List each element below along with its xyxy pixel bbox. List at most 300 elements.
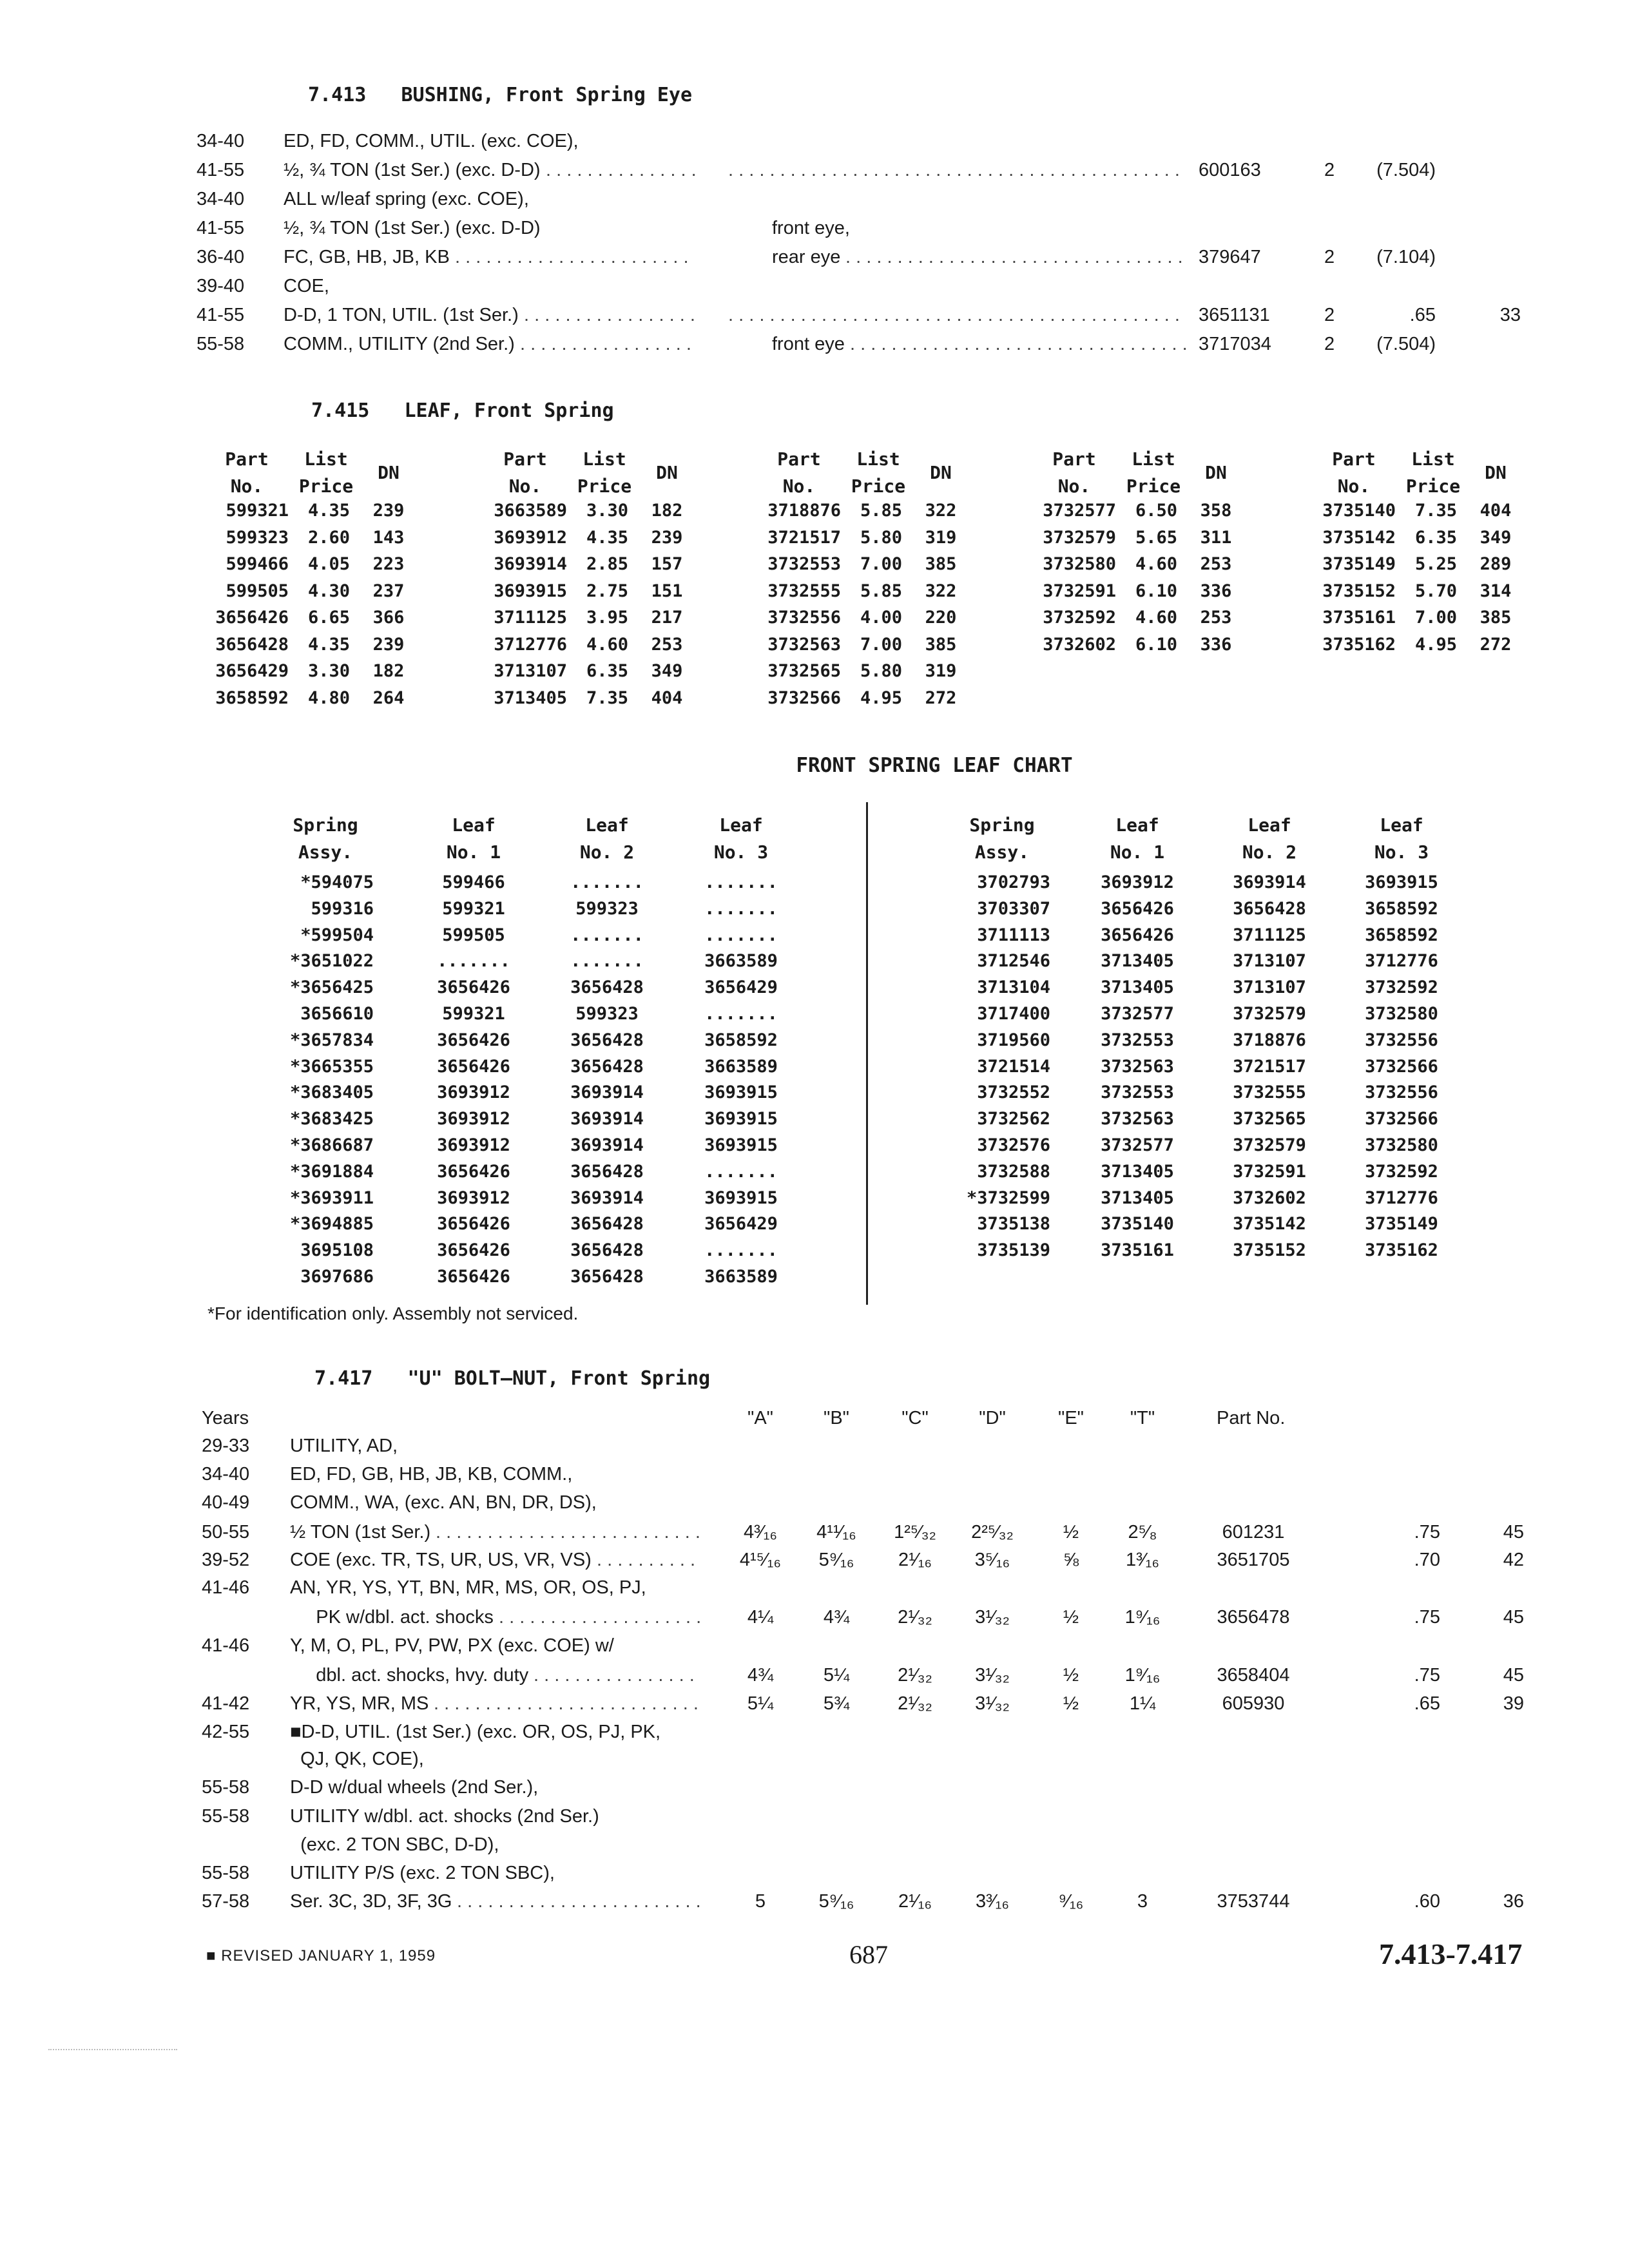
leaf-list-price: 7.35: [1414, 501, 1457, 521]
ubolt-dim-t: 1⁹⁄₁₆: [1124, 1607, 1161, 1628]
bushing-leader: [728, 305, 1186, 326]
chart-cell: 3735162: [1365, 1240, 1438, 1261]
ubolt-part: 605930: [1222, 1693, 1285, 1714]
ubolt-price: .75: [1414, 1607, 1440, 1628]
ubolt-dim-d: 3⁵⁄₁₆: [974, 1550, 1010, 1570]
ubolt-desc: UTILITY w/dbl. act. shocks (2nd Ser.): [290, 1806, 599, 1827]
leaf-part-no: 3693914: [494, 554, 567, 574]
ubolt-desc: QJ, QK, COE),: [290, 1749, 424, 1769]
chart-header: Spring Assy.: [969, 814, 1035, 863]
chart-cell: 3719560: [977, 1030, 1050, 1050]
bushing-leader: [728, 160, 1186, 181]
chart-cell: *599504: [300, 925, 374, 945]
ubolt-part: 3753744: [1217, 1891, 1290, 1912]
leaf-part-header: Part No.: [777, 448, 821, 497]
ubolt-dim-d: 3¹⁄₃₂: [975, 1607, 1010, 1628]
leaf-part-no: 599466: [226, 554, 289, 574]
leaf-part-no: 3732555: [767, 581, 841, 601]
bushing-year: 41-55: [197, 305, 245, 325]
ubolt-desc: ■D-D, UTIL. (1st Ser.) (exc. OR, OS, PJ, PK,: [290, 1722, 661, 1742]
leaf-part-no: 3732566: [767, 687, 841, 708]
chart-cell: 3732576: [977, 1135, 1050, 1155]
leaf-part-no: 3718876: [767, 501, 841, 521]
leaf-heading: 7.415 LEAF, Front Spring: [311, 399, 614, 422]
leaf-dn: 151: [651, 581, 683, 601]
ubolt-dim-b: 4¾: [823, 1607, 850, 1628]
chart-cell: 3735152: [1233, 1240, 1306, 1261]
ubolt-dim-c: 2¹⁄₃₂: [898, 1607, 932, 1628]
ubolt-year: 41-46: [202, 1635, 250, 1656]
ubolt-dim-e: ⁹⁄₁₆: [1058, 1891, 1084, 1912]
leaf-dn: 385: [1480, 608, 1512, 628]
leaf-dn: 264: [372, 687, 405, 708]
chart-cell: 3693915: [704, 1109, 778, 1129]
ubolt-year: 39-52: [202, 1550, 250, 1570]
ubolt-year: 41-46: [202, 1577, 250, 1598]
bushing-part: 379647: [1199, 247, 1261, 267]
ubolt-leader: [597, 1550, 701, 1571]
leaf-list-price: 6.35: [586, 661, 628, 681]
revised-note: ■ REVISED JANUARY 1, 1959: [206, 1947, 436, 1965]
leaf-part-header: Part No.: [503, 448, 547, 497]
leaf-dn-header: DN: [378, 462, 400, 483]
leaf-dn: 253: [651, 634, 683, 655]
leaf-dn: 253: [1200, 608, 1232, 628]
ubolt-heading: 7.417 "U" BOLT—NUT, Front Spring: [314, 1367, 711, 1390]
chart-cell: *594075: [300, 872, 374, 892]
ubolt-leader: [499, 1607, 701, 1628]
chart-cell: 3732577: [1101, 1135, 1174, 1155]
leaf-part-no: 3732579: [1043, 527, 1116, 548]
ubolt-desc: UTILITY P/S (exc. 2 TON SBC),: [290, 1863, 555, 1883]
chart-cell: 599505: [442, 925, 505, 945]
leaf-dn-header: DN: [1205, 462, 1227, 483]
leaf-list-price: 7.00: [860, 554, 902, 574]
bushing-year: 39-40: [197, 276, 245, 296]
ubolt-price: .75: [1414, 1522, 1440, 1542]
chart-cell: *3651022: [289, 951, 374, 972]
chart-cell: 3656428: [570, 1056, 644, 1077]
ubolt-part: 3651705: [1217, 1550, 1290, 1570]
bushing-dn: 2: [1324, 160, 1335, 180]
leaf-dn: 220: [925, 608, 957, 628]
bushing-year: 41-55: [197, 160, 245, 180]
bushing-ref: (7.504): [1376, 334, 1436, 354]
ubolt-leader: [457, 1891, 701, 1912]
ubolt-leader: [534, 1665, 701, 1686]
chart-cell: 3697686: [300, 1267, 374, 1287]
ubolt-dim-t: 2⁵⁄₈: [1128, 1522, 1157, 1542]
chart-cell: 3732592: [1365, 1161, 1438, 1182]
ubolt-desc: ½ TON (1st Ser.): [290, 1522, 431, 1542]
chart-cell: .......: [704, 1240, 778, 1261]
leaf-part-no: 3658592: [215, 687, 289, 708]
chart-cell: 599323: [575, 1004, 639, 1024]
ubolt-price: .75: [1414, 1665, 1440, 1686]
bushing-leader: [455, 247, 695, 268]
leaf-dn: 239: [372, 634, 405, 655]
leaf-list-price: 4.00: [860, 608, 902, 628]
chart-cell: 3702793: [977, 872, 1050, 892]
chart-cell: 3732591: [1233, 1161, 1306, 1182]
ubolt-dn: 36: [1503, 1891, 1524, 1912]
chart-cell: 3735138: [977, 1214, 1050, 1235]
leaf-dn: 182: [651, 501, 683, 521]
chart-cell: 3711113: [977, 925, 1050, 945]
ubolt-dim-c: 1²⁵⁄₃₂: [894, 1522, 936, 1542]
leaf-dn: 349: [651, 661, 683, 681]
ubolt-dim-c: 2¹⁄₃₂: [898, 1665, 932, 1686]
leaf-list-price: 6.50: [1135, 501, 1177, 521]
leaf-dn: 157: [651, 554, 683, 574]
leaf-dn-header: DN: [656, 462, 678, 483]
leaf-list-price: 7.35: [586, 687, 628, 708]
leaf-dn: 385: [925, 554, 957, 574]
ubolt-dim-a: 4¹⁵⁄₁₆: [739, 1550, 782, 1570]
leaf-list-price: 4.05: [307, 554, 350, 574]
leaf-dn: 143: [372, 527, 405, 548]
bushing-desc: D-D, 1 TON, UTIL. (1st Ser.): [284, 305, 519, 325]
chart-cell: 3732579: [1233, 1004, 1306, 1024]
chart-title: FRONT SPRING LEAF CHART: [796, 754, 1073, 777]
leaf-dn: 404: [1480, 501, 1512, 521]
chart-cell: 3735140: [1101, 1214, 1174, 1235]
chart-cell: 3656428: [570, 1240, 644, 1261]
leaf-dn: 385: [925, 634, 957, 655]
chart-cell: 3656429: [704, 977, 778, 998]
bushing-desc: ½, ¾ TON (1st Ser.) (exc. D-D): [284, 218, 541, 238]
section-range: 7.413-7.417: [1379, 1937, 1523, 1970]
leaf-part-no: 3735152: [1322, 581, 1396, 601]
ubolt-year: 55-58: [202, 1777, 250, 1798]
chart-cell: 3732565: [1233, 1109, 1306, 1129]
ubolt-dim-c: 2¹⁄₁₆: [898, 1550, 932, 1570]
leaf-dn: 239: [651, 527, 683, 548]
chart-cell: .......: [570, 951, 644, 972]
chart-cell: .......: [704, 1004, 778, 1024]
ubolt-year: 57-58: [202, 1891, 250, 1912]
ubolt-price: .65: [1414, 1693, 1440, 1714]
chart-cell: 3712776: [1365, 1187, 1438, 1208]
chart-cell: *3693911: [289, 1187, 374, 1208]
ubolt-dim-e: ½: [1063, 1522, 1079, 1542]
chart-cell: 3712776: [1365, 951, 1438, 972]
leaf-dn: 366: [372, 608, 405, 628]
chart-cell: 3732579: [1233, 1135, 1306, 1155]
leaf-part-no: 3732592: [1043, 608, 1116, 628]
chart-header: Leaf No. 2: [579, 814, 635, 863]
leaf-part-no: 3732580: [1043, 554, 1116, 574]
leaf-list-price: 5.80: [860, 527, 902, 548]
leaf-list-price: 5.25: [1414, 554, 1457, 574]
leaf-list-price: 6.35: [1414, 527, 1457, 548]
leaf-part-no: 3735161: [1322, 608, 1396, 628]
leaf-dn: 272: [925, 687, 957, 708]
leaf-dn: 253: [1200, 554, 1232, 574]
leaf-part-no: 3721517: [767, 527, 841, 548]
scan-mark: [48, 2049, 177, 2052]
leaf-part-no: 3735162: [1322, 634, 1396, 655]
leaf-list-price: 4.60: [1135, 554, 1177, 574]
chart-cell: 3656426: [1101, 898, 1174, 919]
ubolt-dim-e: ½: [1063, 1665, 1079, 1686]
chart-cell: 3713104: [977, 977, 1050, 998]
chart-cell: 3663589: [704, 1056, 778, 1077]
chart-cell: 599321: [442, 898, 505, 919]
ubolt-col-header-b: "B": [824, 1408, 849, 1428]
leaf-part-no: 3656429: [215, 661, 289, 681]
chart-cell: .......: [437, 951, 510, 972]
ubolt-dim-d: 3¹⁄₃₂: [975, 1693, 1010, 1714]
ubolt-dim-c: 2¹⁄₃₂: [898, 1693, 932, 1714]
bushing-ref: .65: [1409, 305, 1436, 325]
leaf-list-price: 4.60: [1135, 608, 1177, 628]
leaf-part-no: 3713107: [494, 661, 567, 681]
chart-cell: 3658592: [1365, 925, 1438, 945]
bushing-location: front eye,: [772, 218, 850, 238]
leaf-list-price: 6.65: [307, 608, 350, 628]
leaf-list-price: 4.35: [307, 634, 350, 655]
chart-cell: *3694885: [289, 1214, 374, 1235]
ubolt-dim-b: 5⁹⁄₁₆: [818, 1891, 854, 1912]
chart-cell: 3732580: [1365, 1135, 1438, 1155]
chart-header: Spring Assy.: [293, 814, 358, 863]
chart-cell: 3713107: [1233, 977, 1306, 998]
chart-cell: 3693912: [437, 1109, 510, 1129]
ubolt-leader: [436, 1522, 701, 1543]
bushing-year: 36-40: [197, 247, 245, 267]
chart-cell: 3656428: [570, 1161, 644, 1182]
leaf-part-no: 3732563: [767, 634, 841, 655]
leaf-list-price: 3.30: [586, 501, 628, 521]
chart-cell: *3686687: [289, 1135, 374, 1155]
ubolt-part: 3658404: [1217, 1665, 1290, 1686]
bushing-leader: [850, 334, 1186, 355]
ubolt-desc: D-D w/dual wheels (2nd Ser.),: [290, 1777, 539, 1798]
chart-cell: 3693915: [704, 1135, 778, 1155]
page-number: 687: [849, 1940, 888, 1969]
chart-cell: 3656428: [570, 1030, 644, 1050]
leaf-part-no: 3656426: [215, 608, 289, 628]
chart-cell: 599466: [442, 872, 505, 892]
leaf-dn: 358: [1200, 501, 1232, 521]
chart-cell: 3693914: [570, 1135, 644, 1155]
chart-cell: 3656428: [570, 1267, 644, 1287]
leaf-dn: 336: [1200, 581, 1232, 601]
leaf-price-header: List Price: [577, 448, 632, 497]
chart-cell: 599323: [575, 898, 639, 919]
bushing-desc: COMM., UTILITY (2nd Ser.): [284, 334, 515, 354]
leaf-part-header: Part No.: [225, 448, 269, 497]
chart-cell: 3703307: [977, 898, 1050, 919]
leaf-list-price: 7.00: [1414, 608, 1457, 628]
bushing-ref: (7.504): [1376, 160, 1436, 180]
chart-cell: 3732563: [1101, 1056, 1174, 1077]
leaf-part-no: 3732577: [1043, 501, 1116, 521]
leaf-price-header: List Price: [1126, 448, 1181, 497]
leaf-dn: 349: [1480, 527, 1512, 548]
chart-cell: .......: [704, 898, 778, 919]
leaf-dn: 322: [925, 501, 957, 521]
leaf-price-header: List Price: [1405, 448, 1461, 497]
ubolt-price: .70: [1414, 1550, 1440, 1570]
ubolt-col-header-e: "E": [1058, 1408, 1084, 1428]
chart-cell: 3656428: [570, 977, 644, 998]
ubolt-dim-b: 5¾: [823, 1693, 850, 1714]
leaf-dn: 404: [651, 687, 683, 708]
chart-cell: 3732577: [1101, 1004, 1174, 1024]
leaf-dn: 322: [925, 581, 957, 601]
leaf-dn: 319: [925, 661, 957, 681]
bushing-part: 3717034: [1199, 334, 1271, 354]
bushing-desc: COE,: [284, 276, 329, 296]
ubolt-dim-b: 5⁹⁄₁₆: [818, 1550, 854, 1570]
chart-cell: 3656429: [704, 1214, 778, 1235]
ubolt-year: 50-55: [202, 1522, 250, 1542]
bushing-dn: 2: [1324, 247, 1335, 267]
leaf-list-price: 2.85: [586, 554, 628, 574]
ubolt-price: .60: [1414, 1891, 1440, 1912]
leaf-part-header: Part No.: [1332, 448, 1376, 497]
chart-cell: 3693915: [704, 1082, 778, 1103]
leaf-part-no: 599505: [226, 581, 289, 601]
chart-cell: 3735139: [977, 1240, 1050, 1261]
chart-cell: 3656426: [437, 977, 510, 998]
chart-cell: *3665355: [289, 1056, 374, 1077]
ubolt-dim-a: 4¾: [747, 1665, 774, 1686]
bushing-part: 600163: [1199, 160, 1261, 180]
chart-cell: 3693914: [570, 1082, 644, 1103]
bushing-location: rear eye: [772, 247, 841, 267]
chart-cell: 3693915: [704, 1187, 778, 1208]
ubolt-dim-e: ½: [1063, 1607, 1079, 1628]
bushing-desc: ALL w/leaf spring (exc. COE),: [284, 189, 529, 209]
chart-cell: 3732562: [977, 1109, 1050, 1129]
leaf-dn-header: DN: [930, 462, 952, 483]
chart-cell: 3663589: [704, 951, 778, 972]
chart-cell: 3693912: [437, 1187, 510, 1208]
chart-cell: 3713405: [1101, 977, 1174, 998]
chart-cell: *3683405: [289, 1082, 374, 1103]
ubolt-dim-d: 2²⁵⁄₃₂: [971, 1522, 1014, 1542]
leaf-part-no: 3712776: [494, 634, 567, 655]
chart-cell: 3732556: [1365, 1082, 1438, 1103]
chart-cell: 3717400: [977, 1004, 1050, 1024]
ubolt-year: 40-49: [202, 1492, 250, 1513]
chart-cell: 3658592: [1365, 898, 1438, 919]
leaf-list-price: 5.70: [1414, 581, 1457, 601]
chart-cell: 3693914: [1233, 872, 1306, 892]
bushing-year: 34-40: [197, 189, 245, 209]
ubolt-dn: 39: [1503, 1693, 1524, 1714]
chart-cell: 3656426: [437, 1161, 510, 1182]
bushing-year: 55-58: [197, 334, 245, 354]
leaf-part-no: 3732553: [767, 554, 841, 574]
ubolt-year: 55-58: [202, 1806, 250, 1827]
ubolt-dim-a: 4³⁄₁₆: [743, 1522, 778, 1542]
bushing-dn: 2: [1324, 305, 1335, 325]
chart-cell: 3693912: [1101, 872, 1174, 892]
bushing-extra: 33: [1499, 305, 1521, 325]
ubolt-dim-b: 4¹¹⁄₁₆: [816, 1522, 856, 1542]
ubolt-desc: UTILITY, AD,: [290, 1436, 398, 1456]
chart-cell: 3713405: [1101, 1187, 1174, 1208]
ubolt-dim-t: 1¼: [1129, 1693, 1156, 1714]
bushing-year: 41-55: [197, 218, 245, 238]
bushing-ref: (7.104): [1376, 247, 1436, 267]
chart-cell: 3735149: [1365, 1214, 1438, 1235]
bushing-desc: ED, FD, COMM., UTIL. (exc. COE),: [284, 131, 579, 151]
leaf-dn: 314: [1480, 581, 1512, 601]
leaf-list-price: 4.30: [307, 581, 350, 601]
ubolt-dim-d: 3¹⁄₃₂: [975, 1665, 1010, 1686]
ubolt-desc: Ser. 3C, 3D, 3F, 3G: [290, 1891, 452, 1912]
leaf-list-price: 4.95: [1414, 634, 1457, 655]
leaf-part-no: 3713405: [494, 687, 567, 708]
ubolt-leader: [434, 1693, 701, 1715]
chart-cell: .......: [570, 872, 644, 892]
leaf-part-no: 3711125: [494, 608, 567, 628]
chart-footnote: *For identification only. Assembly not serviced.: [207, 1303, 579, 1323]
leaf-part-no: 599323: [226, 527, 289, 548]
leaf-dn: 272: [1480, 634, 1512, 655]
chart-cell: *3657834: [289, 1030, 374, 1050]
ubolt-desc: COE (exc. TR, TS, UR, US, VR, VS): [290, 1550, 592, 1570]
chart-cell: 3693914: [570, 1109, 644, 1129]
chart-cell: 3721517: [1233, 1056, 1306, 1077]
chart-cell: 3712546: [977, 951, 1050, 972]
chart-cell: .......: [704, 1161, 778, 1182]
ubolt-col-header-c: "C": [901, 1408, 929, 1428]
leaf-dn: 239: [372, 501, 405, 521]
ubolt-dim-a: 4¼: [747, 1607, 774, 1628]
leaf-list-price: 6.10: [1135, 581, 1177, 601]
chart-cell: 599321: [442, 1004, 505, 1024]
ubolt-dim-t: 3: [1137, 1891, 1148, 1912]
chart-cell: 3732553: [1101, 1030, 1174, 1050]
bushing-heading: 7.413 BUSHING, Front Spring Eye: [308, 84, 693, 106]
leaf-dn: 182: [372, 661, 405, 681]
chart-cell: 3663589: [704, 1267, 778, 1287]
ubolt-dn: 45: [1503, 1522, 1524, 1542]
ubolt-year: 41-42: [202, 1693, 250, 1714]
chart-cell: 3718876: [1233, 1030, 1306, 1050]
leaf-dn: 319: [925, 527, 957, 548]
chart-cell: 3656428: [570, 1214, 644, 1235]
chart-cell: 599316: [311, 898, 374, 919]
chart-cell: 3732555: [1233, 1082, 1306, 1103]
chart-cell: 3732566: [1365, 1056, 1438, 1077]
ubolt-dim-e: ½: [1063, 1693, 1079, 1714]
chart-cell: 3656426: [1101, 925, 1174, 945]
chart-header: Leaf No. 1: [1110, 814, 1165, 863]
leaf-dn: 336: [1200, 634, 1232, 655]
leaf-list-price: 2.75: [586, 581, 628, 601]
chart-cell: 3656428: [1233, 898, 1306, 919]
ubolt-dim-d: 3³⁄₁₆: [975, 1891, 1010, 1912]
bushing-location: front eye: [772, 334, 845, 354]
ubolt-dim-a: 5: [755, 1891, 766, 1912]
chart-cell: 3732552: [977, 1082, 1050, 1103]
chart-cell: 3713405: [1101, 1161, 1174, 1182]
chart-cell: 3732580: [1365, 1004, 1438, 1024]
chart-cell: *3732599: [966, 1187, 1050, 1208]
leaf-list-price: 5.85: [860, 501, 902, 521]
leaf-list-price: 3.95: [586, 608, 628, 628]
bushing-desc: FC, GB, HB, JB, KB: [284, 247, 450, 267]
bushing-leader: [520, 334, 695, 355]
chart-cell: 3711125: [1233, 925, 1306, 945]
